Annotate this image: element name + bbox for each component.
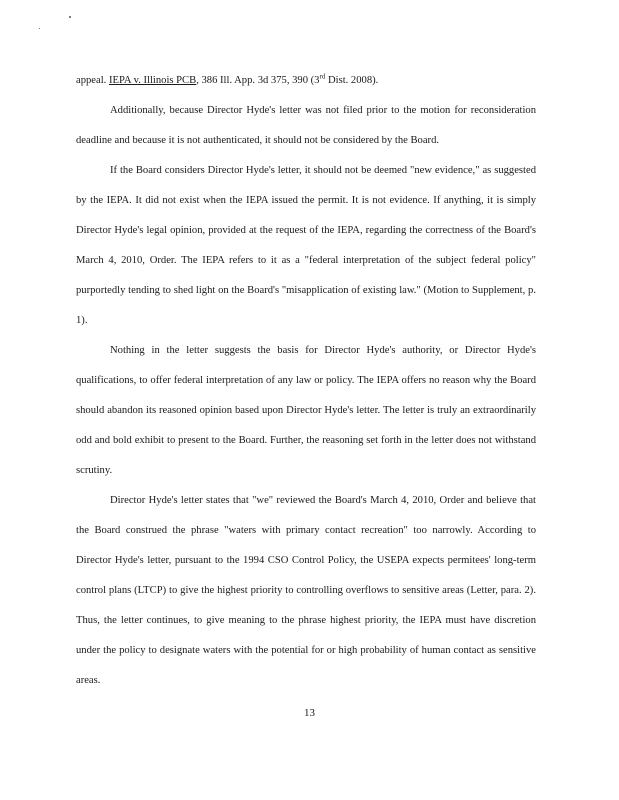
text-run: Dist. 2008). [325,75,379,86]
text-run: If the Board considers Director Hyde's letter, it should not be deemed "new evidence," as suggested by the IEPA. It did not exist when the IEPA issued the permit. It is not evidence. If anything, it is simply Director Hyde's legal opinion, provided at the request of the IEPA, regarding the correctness of the Board's March 4, 2010, Order. The IEPA refers to it as a "federal interpretation of the subject federal policy" purportedly tending to shed light on the Board's "misapplication of existing law." (Motion to Supplement, p. 1). [76,165,536,326]
page-number: 13 [304,707,315,719]
text-run: appeal. [76,75,109,86]
paragraph [76,336,536,486]
paragraph [76,486,536,696]
document-body [76,66,536,696]
paragraph [76,96,536,156]
ordinal-suffix: rd [319,72,326,81]
paragraph [76,156,536,336]
scan-speck [39,28,40,29]
text-run: Nothing in the letter suggests the basis for Director Hyde's authority, or Director Hyde's qualifications, to offer federal interpretation of any law or policy. The IEPA offers no reason why the Board should abandon its reasoned opinion based upon Director Hyde's letter. The letter is truly an extraordinarily odd and bold exhibit to present to the Board. Further, the reasoning set forth in the letter does not withstand scrutiny. [76,345,536,476]
case-citation: IEPA v. Illinois PCB [108,75,197,86]
text-run: Additionally, because Director Hyde's letter was not filed prior to the motion for reconsideration deadline and because it is not authenticated, it should not be considered by the Board. [76,105,536,146]
text-run: Director Hyde's letter states that "we" reviewed the Board's March 4, 2010, Order and believe that the Board construed the phrase "waters with primary contact recreation" too narrowly. According to Director Hyde's letter, pursuant to the 1994 CSO Control Policy, the USEPA expects permitees' long-term control plans (LTCP) to give the highest priority to controlling overflows to sensitive areas (Letter, para. 2). Thus, the letter continues, to give meaning to the phrase highest priority, the IEPA must have discretion under the policy to designate waters with the potential for or high probability of human contact as sensitive areas. [76,495,536,686]
paragraph [76,66,536,96]
text-run: , 386 Ill. App. 3d 375, 390 (3 [196,75,320,86]
scan-speck [69,16,71,18]
